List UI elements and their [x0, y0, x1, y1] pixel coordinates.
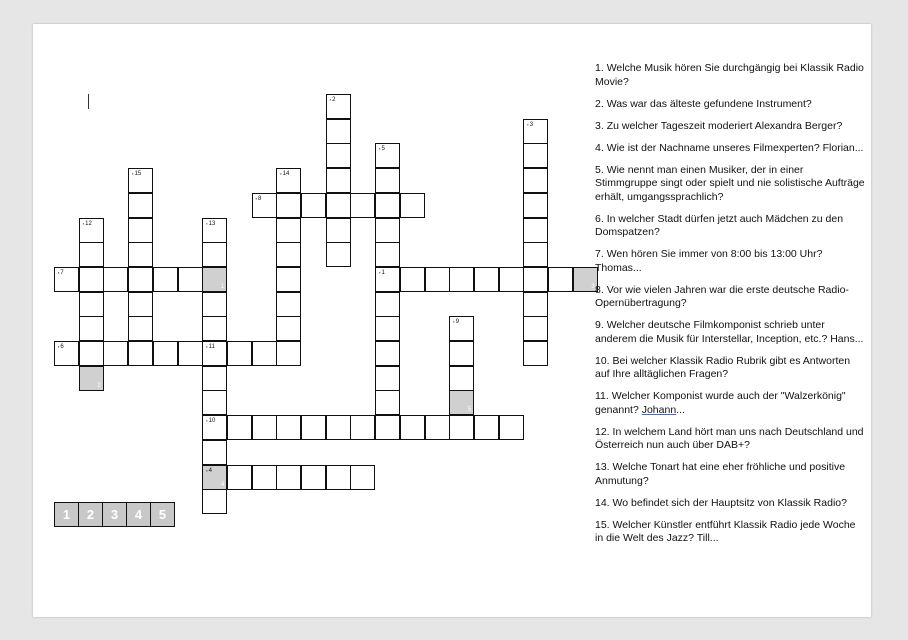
- crossword-cell[interactable]: [103, 267, 128, 292]
- crossword-cell[interactable]: [499, 415, 524, 440]
- solution-cell-5[interactable]: 5: [150, 502, 175, 527]
- clue-number: ▪ 13: [206, 221, 215, 227]
- crossword-cell[interactable]: [301, 193, 326, 218]
- crossword-cell[interactable]: [276, 267, 301, 292]
- clue-number: ▪ 7: [58, 270, 64, 276]
- crossword-cell[interactable]: [276, 316, 301, 341]
- crossword-cell[interactable]: [523, 292, 548, 317]
- crossword-cell[interactable]: [252, 415, 277, 440]
- crossword-cell[interactable]: [252, 465, 277, 490]
- crossword-cell[interactable]: [79, 267, 104, 292]
- clue-item: 1. Welche Musik hören Sie durchgängig bei Klassik Radio Movie?: [595, 62, 864, 88]
- clue-number: ▪ 9: [453, 319, 459, 325]
- crossword-cell[interactable]: [474, 267, 499, 292]
- crossword-cell-start-1[interactable]: [375, 267, 400, 292]
- clue-number: ▪ 5: [379, 146, 385, 152]
- crossword-cell-start-11[interactable]: [202, 341, 227, 366]
- crossword-cell-start-7[interactable]: [54, 267, 79, 292]
- crossword-cell[interactable]: [375, 242, 400, 267]
- clue-number: ▪ 2: [330, 97, 336, 103]
- crossword-cell[interactable]: [499, 267, 524, 292]
- crossword-cell-start-2[interactable]: [326, 94, 351, 119]
- crossword-cell[interactable]: [326, 465, 351, 490]
- crossword-solution-cell[interactable]: [79, 366, 104, 391]
- clue-item: 4. Wie ist der Nachname unseres Filmexperten? Florian...: [595, 141, 864, 154]
- solution-index: 5: [467, 407, 472, 414]
- crossword-cell[interactable]: [400, 267, 425, 292]
- clue-item: 5. Wie nennt man einen Musiker, der in einer Stimmgruppe singt oder spielt und nie solistische Aufträge erhält, umgangssprachlich?: [595, 163, 865, 203]
- crossword-cell[interactable]: [276, 292, 301, 317]
- crossword-cell[interactable]: [523, 267, 548, 292]
- crossword-cell-start-5[interactable]: [375, 143, 400, 168]
- clue-item: 7. Wen hören Sie immer von 8:00 bis 13:00 Uhr? Thomas...: [595, 248, 823, 274]
- clue-list: [595, 62, 865, 554]
- crossword-cell[interactable]: [326, 242, 351, 267]
- clue-item: 10. Bei welcher Klassik Radio Rubrik gibt es Antworten auf Ihre alltäglichen Fragen?: [595, 354, 851, 380]
- crossword-cell[interactable]: [276, 242, 301, 267]
- crossword-cell[interactable]: [79, 292, 104, 317]
- crossword-cell-start-4[interactable]: [202, 465, 227, 490]
- crossword-solution-cell[interactable]: [449, 390, 474, 415]
- crossword-cell[interactable]: [202, 440, 227, 465]
- crossword-cell[interactable]: [301, 465, 326, 490]
- solution-row: [54, 502, 174, 527]
- crossword-solution-cell[interactable]: [202, 267, 227, 292]
- crossword-cell[interactable]: [523, 218, 548, 243]
- crossword-cell[interactable]: [350, 193, 375, 218]
- crossword-cell[interactable]: [79, 341, 104, 366]
- crossword-cell[interactable]: [375, 193, 400, 218]
- clue-number: ▪ 3: [527, 122, 533, 128]
- clue-item: 15. Welcher Künstler entführt Klassik Radio jede Woche in die Welt des Jazz? Till...: [595, 518, 856, 544]
- crossword-solution-cell[interactable]: [573, 267, 598, 292]
- crossword-cell[interactable]: [153, 341, 178, 366]
- crossword-cell[interactable]: [202, 316, 227, 341]
- solution-index: 2: [97, 382, 101, 389]
- clue-item: 3. Zu welcher Tageszeit moderiert Alexandra Berger?: [595, 119, 843, 132]
- crossword-cell[interactable]: [103, 341, 128, 366]
- crossword-cell[interactable]: [375, 366, 400, 391]
- crossword-cell[interactable]: [375, 390, 400, 415]
- crossword-cell[interactable]: [79, 316, 104, 341]
- crossword-cell[interactable]: [128, 267, 153, 292]
- crossword-cell[interactable]: [79, 242, 104, 267]
- solution-cell-1[interactable]: 1: [54, 502, 79, 527]
- clue-number: ▪ 12: [83, 221, 92, 227]
- crossword-cell[interactable]: [178, 341, 203, 366]
- crossword-cell-start-10[interactable]: [202, 415, 227, 440]
- crossword-cell[interactable]: [523, 242, 548, 267]
- crossword-cell[interactable]: [548, 267, 573, 292]
- crossword-cell[interactable]: [326, 143, 351, 168]
- clue-number: ▪ 14: [280, 171, 289, 177]
- clue-number: ▪ 4: [206, 468, 212, 474]
- crossword-cell[interactable]: [227, 415, 252, 440]
- clue-number: ▪ 1: [379, 270, 385, 276]
- clue-number: ▪ 8: [256, 196, 262, 202]
- crossword-cell[interactable]: [350, 415, 375, 440]
- crossword-cell-start-3[interactable]: [523, 119, 548, 144]
- crossword-cell[interactable]: [202, 489, 227, 514]
- crossword-cell[interactable]: [202, 390, 227, 415]
- crossword-grid: [33, 24, 593, 584]
- crossword-cell[interactable]: [375, 415, 400, 440]
- crossword-cell-start-8[interactable]: [252, 193, 277, 218]
- crossword-cell[interactable]: [128, 193, 153, 218]
- crossword-cell[interactable]: [523, 341, 548, 366]
- crossword-cell[interactable]: [449, 366, 474, 391]
- crossword-cell[interactable]: [301, 415, 326, 440]
- crossword-cell[interactable]: [153, 267, 178, 292]
- crossword-cell-start-15[interactable]: [128, 168, 153, 193]
- crossword-cell[interactable]: [375, 341, 400, 366]
- solution-index: 1: [220, 283, 225, 290]
- crossword-cell[interactable]: [128, 341, 153, 366]
- crossword-cell[interactable]: [523, 316, 548, 341]
- crossword-cell[interactable]: [400, 193, 425, 218]
- clue-item: 12. In welchem Land hört man uns nach Deutschland und Österreich nun auch über DAB+?: [595, 425, 864, 451]
- crossword-cell[interactable]: [350, 465, 375, 490]
- crossword-cell[interactable]: [178, 267, 203, 292]
- crossword-cell[interactable]: [276, 415, 301, 440]
- crossword-cell-start-14[interactable]: [276, 168, 301, 193]
- crossword-cell[interactable]: [276, 341, 301, 366]
- crossword-cell[interactable]: [375, 218, 400, 243]
- crossword-cell[interactable]: [425, 415, 450, 440]
- crossword-cell[interactable]: [425, 267, 450, 292]
- solution-cell-4[interactable]: 4: [126, 502, 151, 527]
- clue-item: 9. Welcher deutsche Filmkomponist schrieb unter anderem die Musik für Interstellar, Inception, etc.? Hans...: [595, 319, 864, 345]
- clue-number: ▪ 6: [58, 344, 64, 350]
- crossword-cell[interactable]: [449, 267, 474, 292]
- clue-number: ▪ 10: [206, 418, 215, 424]
- crossword-cell[interactable]: [128, 242, 153, 267]
- crossword-cell[interactable]: [252, 341, 277, 366]
- crossword-cell[interactable]: [449, 341, 474, 366]
- clue-item: 11. Welcher Komponist wurde auch der "Walzerkönig" genannt? Johann...: [595, 390, 846, 416]
- document-page: [33, 24, 871, 617]
- crossword-cell[interactable]: [227, 465, 252, 490]
- clue-number: ▪ 15: [132, 171, 141, 177]
- crossword-cell[interactable]: [474, 415, 499, 440]
- crossword-cell[interactable]: [202, 242, 227, 267]
- crossword-cell[interactable]: [202, 292, 227, 317]
- crossword-cell[interactable]: [128, 218, 153, 243]
- crossword-cell[interactable]: [400, 415, 425, 440]
- clue-item: 6. In welcher Stadt dürfen jetzt auch Mädchen zu den Domspatzen?: [595, 212, 844, 238]
- crossword-cell[interactable]: [375, 292, 400, 317]
- crossword-cell-start-13[interactable]: [202, 218, 227, 243]
- crossword-cell-start-6[interactable]: [54, 341, 79, 366]
- crossword-cell[interactable]: [326, 193, 351, 218]
- crossword-cell[interactable]: [523, 193, 548, 218]
- clue-item: 13. Welche Tonart hat eine eher fröhliche und positive Anmutung?: [595, 461, 846, 487]
- crossword-cell[interactable]: [276, 193, 301, 218]
- clue-item: 2. Was war das älteste gefundene Instrument?: [595, 97, 812, 110]
- solution-index: 4: [220, 481, 225, 488]
- crossword-cell[interactable]: [523, 168, 548, 193]
- crossword-cell[interactable]: [326, 218, 351, 243]
- crossword-cell[interactable]: [128, 292, 153, 317]
- crossword-cell-start-12[interactable]: [79, 218, 104, 243]
- crossword-cell[interactable]: [375, 168, 400, 193]
- clue-number: ▪ 11: [206, 344, 215, 350]
- crossword-cell[interactable]: [326, 168, 351, 193]
- crossword-cell[interactable]: [227, 341, 252, 366]
- crossword-cell[interactable]: [449, 415, 474, 440]
- crossword-cell[interactable]: [375, 316, 400, 341]
- crossword-cell[interactable]: [128, 316, 153, 341]
- solution-cell-3[interactable]: 3: [102, 502, 127, 527]
- crossword-cell[interactable]: [276, 218, 301, 243]
- crossword-cell[interactable]: [202, 366, 227, 391]
- solution-cell-2[interactable]: 2: [78, 502, 103, 527]
- clue-item: 8. Vor wie vielen Jahren war die erste deutsche Radio-Opernübertragung?: [595, 283, 849, 309]
- crossword-cell[interactable]: [326, 119, 351, 144]
- crossword-cell-start-9[interactable]: [449, 316, 474, 341]
- clue-item: 14. Wo befindet sich der Hauptsitz von Klassik Radio?: [595, 496, 847, 509]
- crossword-cell[interactable]: [276, 465, 301, 490]
- crossword-cell[interactable]: [326, 415, 351, 440]
- crossword-cell[interactable]: [523, 143, 548, 168]
- solution-index: 3: [591, 283, 595, 290]
